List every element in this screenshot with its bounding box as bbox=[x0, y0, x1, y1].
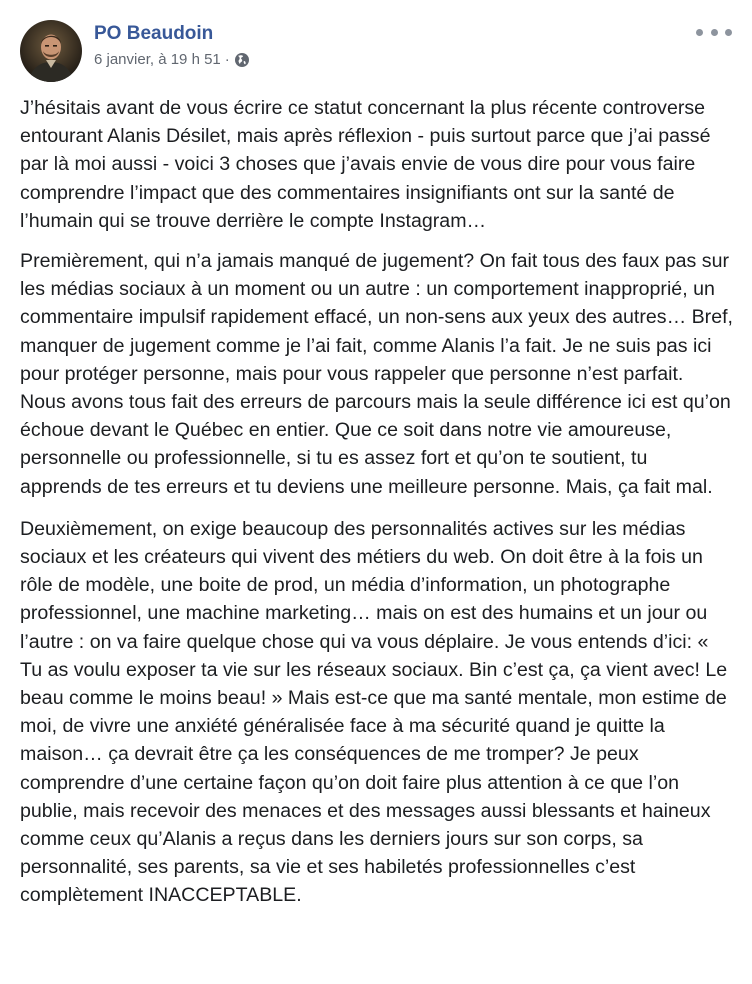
post-paragraph-1: J’hésitais avant de vous écrire ce statut concernant la plus récente controverse entourant Alanis Désilet, mais après réflexion - puis surtout parce que j’ai passé par là moi aussi - voici 3 choses que j’avais envie de vous dire pour vous faire comprendre l’impact que des commentaires insignifiants ont sur la santé de l’humain qui se trouve derrière le compte Instagram… bbox=[20, 97, 711, 232]
post-timestamp[interactable]: 6 janvier, à 19 h 51 bbox=[94, 51, 221, 68]
post-paragraph-2: Premièrement, qui n’a jamais manqué de jugement? On fait tous des faux pas sur les médias sociaux à un moment ou un autre : un comportement inapproprié, un commentaire impulsif rapidement effacé, un non-sens aux yeux des autres… Bref, manquer de jugement comme je l’ai fait, comme Alanis l’a fait. Je ne suis pas ici pour protéger personne, mais pour vous rappeler que personne n’est parfait. Nous avons tous fait des erreurs de parcours mais la seule différence ici est qu’on échoue devant le Québec en entier. Que ce soit dans notre vie amoureuse, personnelle ou professionnelle, si tu es assez fort et qu’on te soutient, tu apprends de tes erreurs et tu deviens une meilleure personne. Mais, ça fait mal. bbox=[20, 250, 733, 498]
post-subline bbox=[94, 50, 250, 70]
author-avatar[interactable] bbox=[20, 20, 82, 82]
post-meta bbox=[94, 22, 250, 70]
more-options-icon[interactable] bbox=[696, 22, 732, 42]
more-dot bbox=[696, 29, 703, 36]
more-dot bbox=[711, 29, 718, 36]
more-dot bbox=[725, 29, 732, 36]
globe-icon[interactable] bbox=[234, 52, 250, 68]
meta-separator: · bbox=[224, 51, 230, 68]
post-paragraph-3: Deuxièmement, on exige beaucoup des personnalités actives sur les médias sociaux et les créateurs qui vivent des métiers du web. On doit être à la fois un rôle de modèle, une boite de prod, un média d’information, un photographe professionnel, une machine marketing… mais on est des humains et un jour ou l’autre : on va faire quelque chose qui va vous déplaire. Je vous entends d’ici: « Tu as voulu exposer ta vie sur les réseaux sociaux. Bin c’est ça, ça vient avec! Le beau comme le moins beau! » Mais est-ce que ma santé mentale, mon estime de moi, de vivre une anxiété généralisée face à ma sécurité quand je quitte la maison… ça devrait être ça les conséquences de me tromper? Je peux comprendre d’une certaine façon qu’on doit faire plus attention à ce que l’on publie, mais recevoir des menaces et des messages aussi blessants et haineux comme ceux qu’Alanis a reçus dans les derniers jours sur son corps, sa personnalité, ses parents, sa vie et ses habiletés professionnelles c’est complètement INACCEPTABLE. bbox=[20, 517, 728, 907]
avatar-photo bbox=[20, 20, 82, 82]
post-body bbox=[20, 94, 734, 922]
post-header bbox=[20, 20, 732, 82]
author-name[interactable]: PO Beaudoin bbox=[94, 23, 214, 44]
